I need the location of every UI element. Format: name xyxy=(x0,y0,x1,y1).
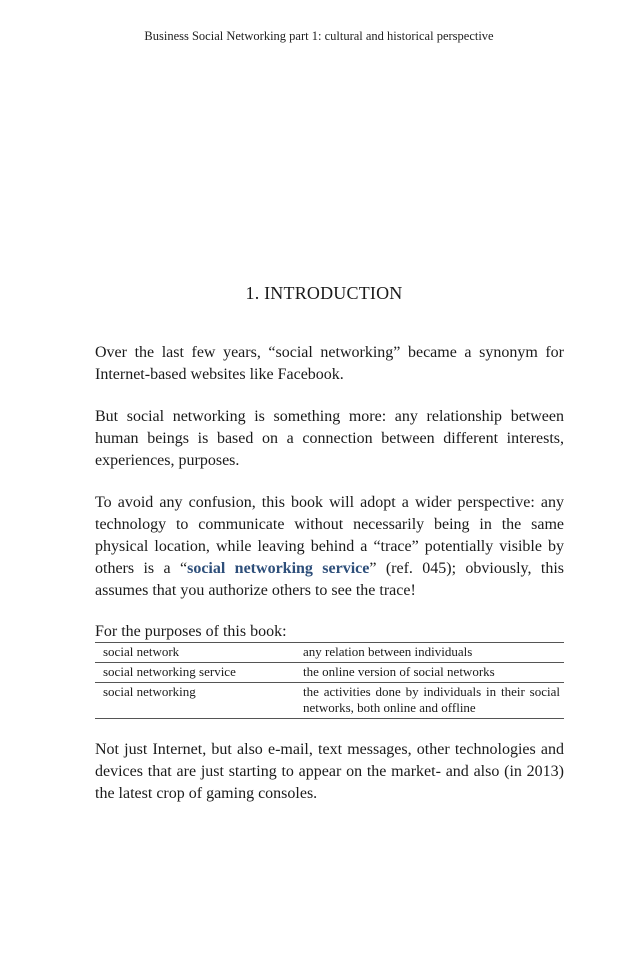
definition-text: any relation between individuals xyxy=(303,644,473,659)
paragraph-perspective-text-end: ” (ref. 045); obviously, this assumes that you authorize others to see the trace! xyxy=(95,560,564,599)
definitions-table xyxy=(95,642,564,719)
definition-text: the online version of social networks xyxy=(303,664,495,679)
chapter-body xyxy=(95,342,564,825)
chapter-title: 1. INTRODUCTION xyxy=(245,283,403,303)
table-row xyxy=(95,663,564,683)
definitions-intro: For the purposes of this book: xyxy=(95,623,287,640)
highlighted-term: social networking service xyxy=(187,560,370,577)
definition-term: social networking service xyxy=(103,664,236,679)
definition-term: social networking xyxy=(103,684,196,699)
paragraph-perspective-text-start: To avoid any confusion, this book will adopt a wider perspective: any technology to communicate without necessarily being in the same physical location, while leaving behind a “trace” potentially visible by others is a “ xyxy=(95,494,564,577)
paragraph-relationships: But social networking is something more: any relationship between human beings is based on a connection between different interests, experiences, purposes. xyxy=(95,408,564,469)
definition-text: the activities done by individuals in their social networks, both online and offline xyxy=(303,684,560,715)
paragraph-perspective xyxy=(95,492,564,602)
paragraph-intro: Over the last few years, “social networking” became a synonym for Internet-based websites like Facebook. xyxy=(95,344,564,383)
running-header: Business Social Networking part 1: cultural and historical perspective xyxy=(144,29,494,43)
paragraph-technologies: Not just Internet, but also e-mail, text messages, other technologies and devices that are just starting to appear on the market- and also (in 2013) the latest crop of gaming consoles. xyxy=(95,741,564,802)
definition-term: social network xyxy=(103,644,180,659)
table-row xyxy=(95,683,564,719)
table-row xyxy=(95,643,564,663)
